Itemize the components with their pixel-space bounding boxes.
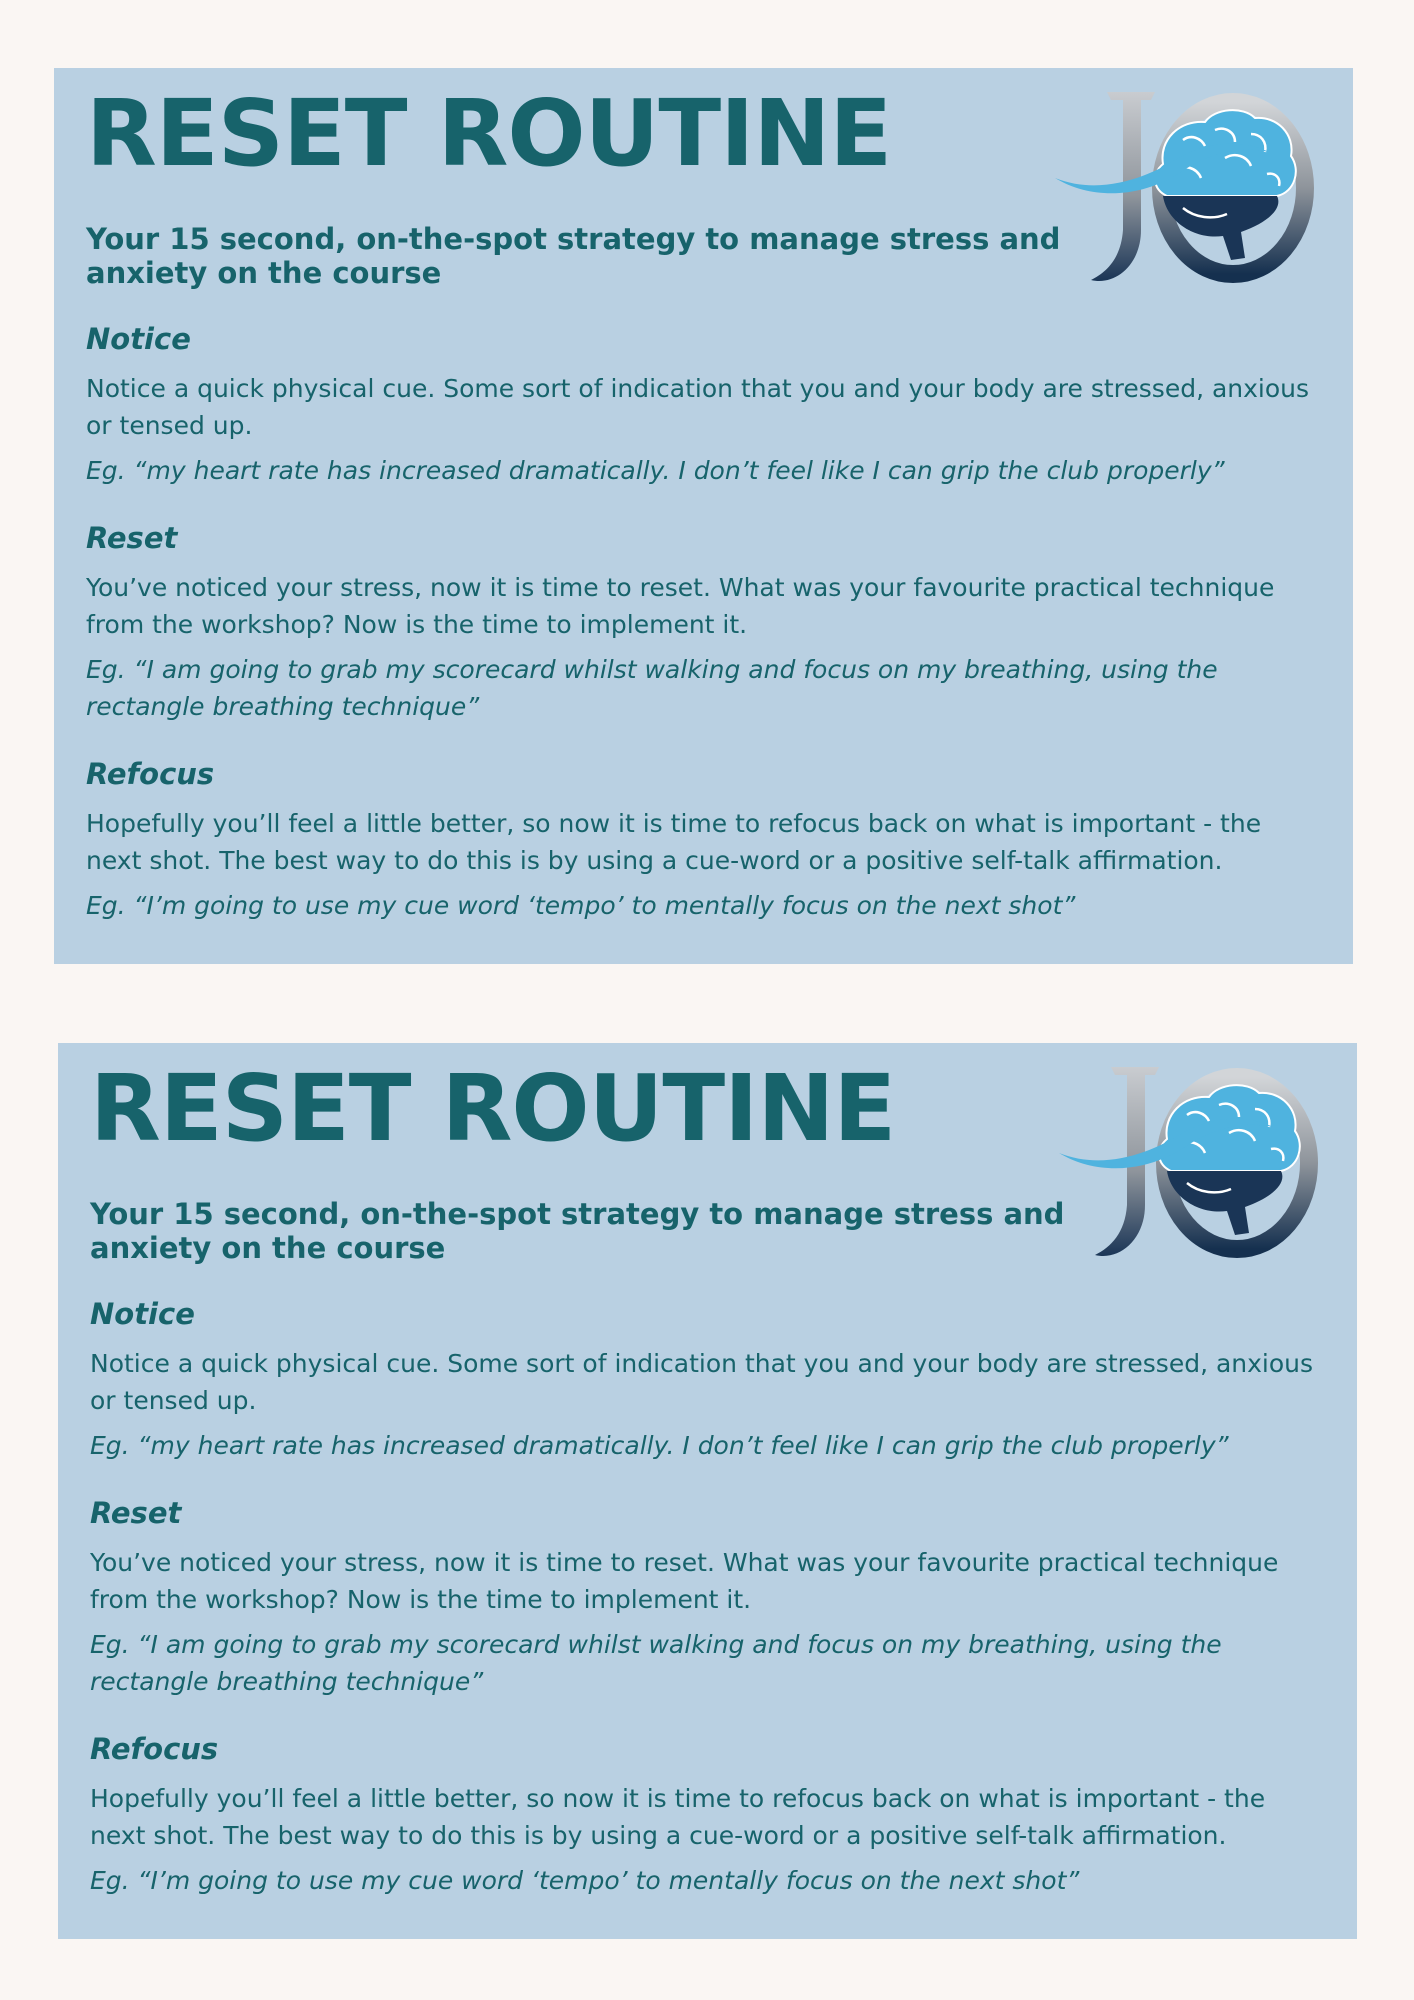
section-heading: Notice [86,322,191,356]
section-body: You’ve noticed your stress, now it is time to reset. What was your favourite practical technique from the workshop? Now is the time to implement it. [86,573,1275,639]
section-notice [86,322,1317,489]
section-refocus [90,1732,1321,1899]
jo-brain-logo-icon [1059,1065,1319,1261]
section-reset [86,521,1317,725]
section-heading: Notice [90,1297,195,1331]
card-title: RESET ROUTINE [90,1055,896,1162]
card-subtitle: Your 15 second, on-the-spot strategy to manage stress and anxiety on the course [90,1197,1065,1265]
jo-brain-logo-icon [1055,90,1315,286]
section-heading: Reset [86,521,178,555]
section-heading: Refocus [90,1732,219,1766]
section-body: Notice a quick physical cue. Some sort of indication that you and your body are stressed, anxious or tensed up. [86,374,1310,440]
card-title: RESET ROUTINE [86,80,892,187]
section-notice [90,1297,1321,1464]
section-example: Eg. “my heart rate has increased dramatically. I don’t feel like I can grip the club properly” [90,1431,1229,1460]
section-body: Notice a quick physical cue. Some sort of indication that you and your body are stressed, anxious or tensed up. [90,1349,1314,1415]
section-example: Eg. “I’m going to use my cue word ‘tempo’ to mentally focus on the next shot” [90,1866,1080,1895]
section-example: Eg. “I am going to grab my scorecard whilst walking and focus on my breathing, using the rectangle breathing technique” [86,655,1218,721]
reset-routine-card [58,1043,1357,1939]
section-example: Eg. “my heart rate has increased dramatically. I don’t feel like I can grip the club properly” [86,456,1225,485]
section-example: Eg. “I am going to grab my scorecard whilst walking and focus on my breathing, using the rectangle breathing technique” [90,1630,1222,1696]
section-heading: Refocus [86,757,215,791]
section-refocus [86,757,1317,924]
section-body: Hopefully you’ll feel a little better, so now it is time to refocus back on what is important - the next shot. The best way to do this is by using a cue-word or a positive self-talk affirmation. [90,1784,1266,1850]
section-body: You’ve noticed your stress, now it is time to reset. What was your favourite practical technique from the workshop? Now is the time to implement it. [90,1548,1279,1614]
section-example: Eg. “I’m going to use my cue word ‘tempo’ to mentally focus on the next shot” [86,891,1076,920]
section-body: Hopefully you’ll feel a little better, so now it is time to refocus back on what is important - the next shot. The best way to do this is by using a cue-word or a positive self-talk affirmation. [86,809,1262,875]
card-subtitle: Your 15 second, on-the-spot strategy to manage stress and anxiety on the course [86,222,1061,290]
reset-routine-card [54,68,1353,964]
section-reset [90,1496,1321,1700]
section-heading: Reset [90,1496,182,1530]
